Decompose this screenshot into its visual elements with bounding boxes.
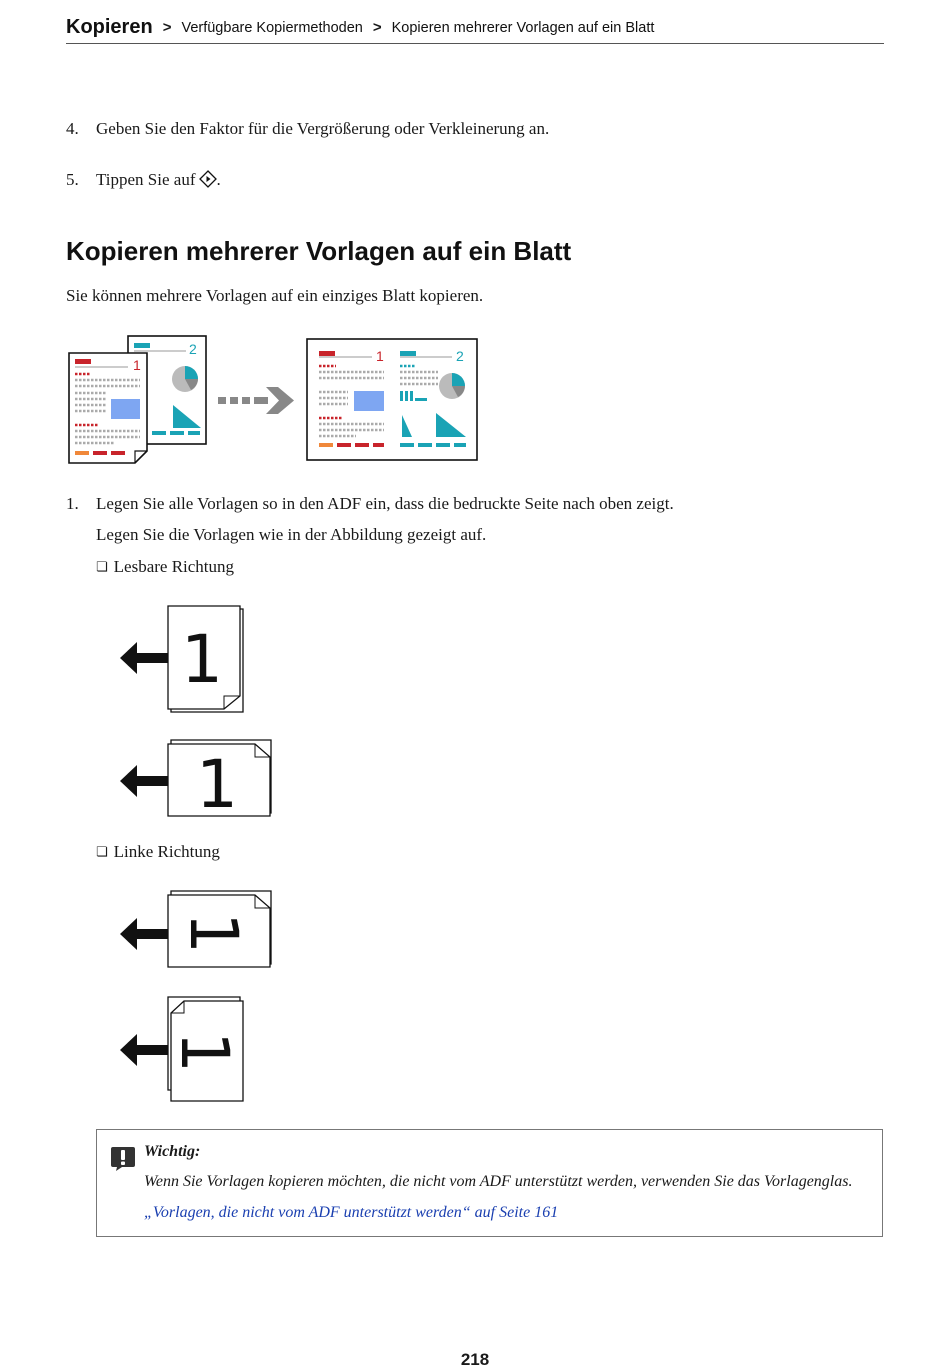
step-number: 1. bbox=[66, 494, 79, 513]
start-button-icon bbox=[199, 170, 217, 188]
readable-portrait-figure bbox=[118, 602, 248, 714]
feed-arrow-icon bbox=[120, 765, 170, 797]
step-text: Geben Sie den Faktor für die Vergrößerung oder Verkleinerung an. bbox=[96, 119, 550, 138]
breadcrumb-separator: > bbox=[372, 19, 382, 36]
feed-arrow-icon bbox=[120, 642, 170, 674]
sheet-number: 1 bbox=[175, 912, 252, 954]
intro-text: Sie können mehrere Vorlagen auf ein einziges Blatt kopieren. bbox=[66, 286, 484, 305]
step-text: Tippen Sie auf bbox=[96, 170, 196, 189]
multi-page-illustration bbox=[66, 333, 481, 468]
page-title: Kopieren mehrerer Vorlagen auf ein Blatt bbox=[66, 236, 572, 266]
dashed-arrow-icon bbox=[218, 387, 294, 414]
feed-arrow-icon bbox=[120, 1034, 170, 1066]
sheet-number: 1 bbox=[196, 746, 238, 818]
important-icon bbox=[110, 1145, 136, 1171]
left-portrait-figure bbox=[118, 994, 248, 1106]
breadcrumb-separator: > bbox=[162, 19, 172, 36]
step-number: 4. bbox=[66, 119, 79, 138]
breadcrumb bbox=[66, 12, 884, 44]
bullet-left-direction bbox=[96, 842, 220, 862]
original-page-1 bbox=[69, 353, 147, 463]
feed-arrow-icon bbox=[120, 918, 170, 950]
breadcrumb-item-methods[interactable]: Verfügbare Kopiermethoden bbox=[181, 19, 363, 36]
page-number-label: 2 bbox=[456, 348, 464, 364]
step-5 bbox=[66, 170, 221, 190]
adf-unsupported-link[interactable]: „Vorlagen, die nicht vom ADF unterstützt werden“ auf Seite 161 bbox=[144, 1204, 559, 1221]
sheet-number: 1 bbox=[166, 1031, 243, 1073]
note-title: Wichtig: bbox=[144, 1143, 201, 1160]
step-4 bbox=[66, 119, 549, 139]
important-note bbox=[96, 1129, 883, 1237]
combined-sheet bbox=[307, 339, 477, 460]
checkbox-bullet-icon: ❏ bbox=[96, 559, 108, 575]
note-text: Wenn Sie Vorlagen kopieren möchten, die nicht vom ADF unterstützt werden, verwenden Sie das Vorlagenglas. bbox=[144, 1173, 853, 1190]
step-sub-text: Legen Sie die Vorlagen wie in der Abbildung gezeigt auf. bbox=[96, 525, 487, 544]
breadcrumb-item-current: Kopieren mehrerer Vorlagen auf ein Blatt bbox=[391, 19, 655, 36]
left-landscape-figure bbox=[118, 889, 278, 971]
sheet-number: 1 bbox=[181, 621, 223, 698]
page-number-label: 1 bbox=[376, 348, 384, 364]
breadcrumb-section[interactable]: Kopieren bbox=[66, 16, 153, 38]
bullet-label: Lesbare Richtung bbox=[113, 557, 235, 576]
step-suffix: . bbox=[216, 170, 221, 189]
page-number-label: 2 bbox=[189, 341, 197, 357]
page-number: 218 bbox=[460, 1350, 490, 1369]
step-number: 5. bbox=[66, 170, 79, 189]
checkbox-bullet-icon: ❏ bbox=[96, 844, 108, 860]
step-text: Legen Sie alle Vorlagen so in den ADF ein, dass die bedruckte Seite nach oben zeigt. bbox=[96, 494, 674, 513]
readable-landscape-figure bbox=[118, 738, 278, 818]
step-1 bbox=[66, 494, 674, 514]
bullet-readable-direction bbox=[96, 557, 234, 577]
bullet-label: Linke Richtung bbox=[113, 842, 220, 861]
page-number-label: 1 bbox=[133, 357, 141, 373]
